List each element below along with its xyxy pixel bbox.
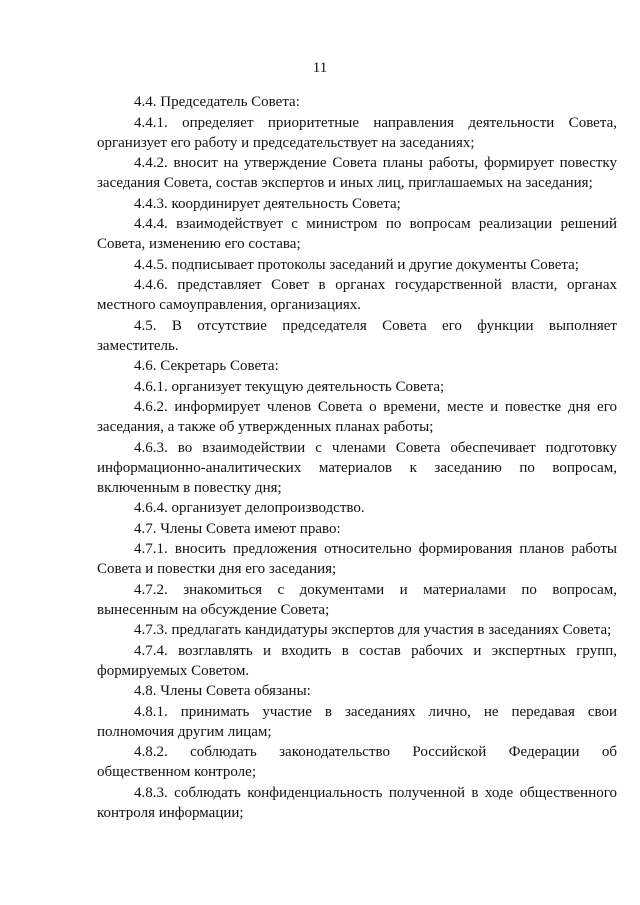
paragraph-4-8-1: 4.8.1. принимать участие в заседаниях лично, не передавая свои полномочия другим лицам; xyxy=(97,703,617,740)
paragraph-4-8: 4.8. Члены Совета обязаны: xyxy=(134,683,311,699)
paragraph-4-5: 4.5. В отсутствие председателя Совета его функции выполняет заместитель. xyxy=(97,317,617,354)
paragraph-4-4: 4.4. Председатель Совета: xyxy=(134,94,300,110)
paragraph-4-4-2: 4.4.2. вносит на утверждение Совета планы работы, формирует повестку заседания Совета, состав экспертов и иных лиц, приглашаемых на заседания; xyxy=(97,155,617,191)
paragraph-4-6-2: 4.6.2. информирует членов Совета о времени, месте и повестке дня его заседания, а также об утвержденных планах работы; xyxy=(97,399,617,435)
paragraph-4-4-5: 4.4.5. подписывает протоколы заседаний и другие документы Совета; xyxy=(134,256,579,273)
paragraph-4-8-2: 4.8.2. соблюдать законодательство Российской Федерации об общественном контроле; xyxy=(97,744,617,780)
paragraph-4-4-6: 4.4.6. представляет Совет в органах государственной власти, органах местного самоуправления, организациях. xyxy=(97,277,617,313)
paragraph-4-6: 4.6. Секретарь Совета: xyxy=(134,358,279,374)
paragraph-4-7-4: 4.7.4. возглавлять и входить в состав рабочих и экспертных групп, формируемых Советом. xyxy=(97,642,617,679)
paragraph-4-8-3: 4.8.3. соблюдать конфиденциальность полученной в ходе общественного контроля информации; xyxy=(97,784,617,821)
document-body xyxy=(97,92,617,823)
paragraph-4-7-3: 4.7.3. предлагать кандидатуры экспертов для участия в заседаниях Совета; xyxy=(134,622,612,638)
paragraph-4-4-4: 4.4.4. взаимодействует с министром по вопросам реализации решений Совета, изменению его состава; xyxy=(97,216,617,252)
paragraph-4-4-1: 4.4.1. определяет приоритетные направления деятельности Совета, организует его работу и председательствует на заседаниях; xyxy=(97,114,617,151)
paragraph-4-6-1: 4.6.1. организует текущую деятельность Совета; xyxy=(134,378,445,395)
paragraph-4-6-3: 4.6.3. во взаимодействии с членами Совета обеспечивает подготовку информационно-аналитических материалов к заседанию по вопросам, включенным в повестку дня; xyxy=(97,439,617,496)
paragraph-4-7: 4.7. Члены Совета имеют право: xyxy=(134,520,341,537)
paragraph-4-4-3: 4.4.3. координирует деятельность Совета; xyxy=(134,195,401,212)
paragraph-4-6-4: 4.6.4. организует делопроизводство. xyxy=(134,500,365,516)
paragraph-4-7-2: 4.7.2. знакомиться с документами и материалами по вопросам, вынесенным на обсуждение Совета; xyxy=(97,581,617,618)
paragraph-4-7-1: 4.7.1. вносить предложения относительно формирования планов работы Совета и повестки дня его заседания; xyxy=(97,541,617,577)
page-number: 11 xyxy=(312,60,328,76)
